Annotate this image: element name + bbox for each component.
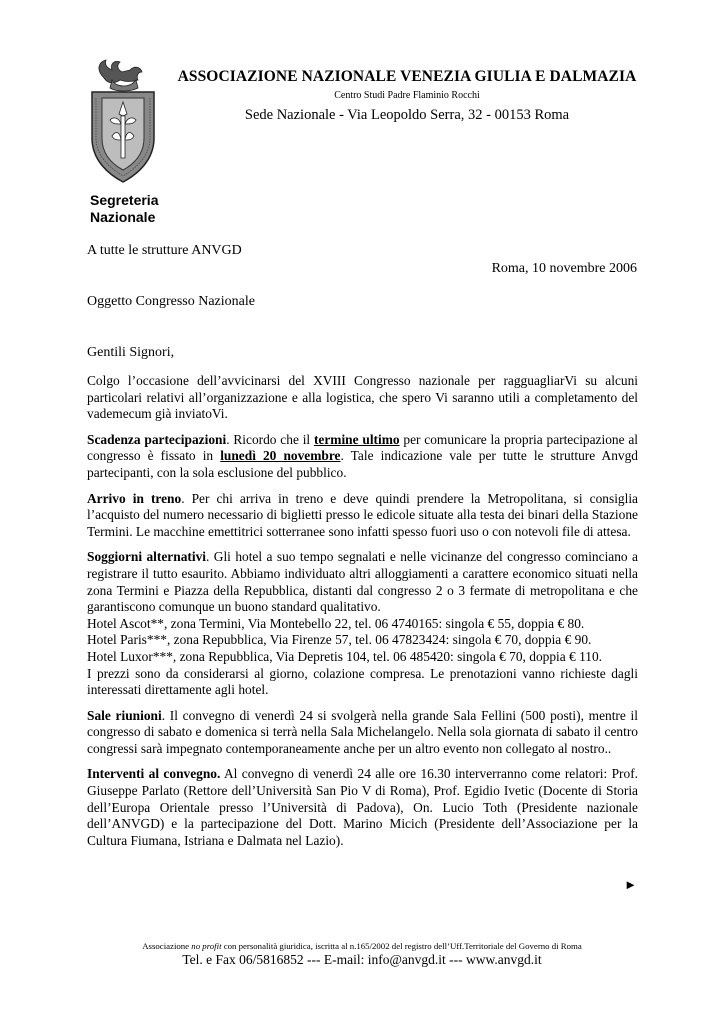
letter-subject: Oggetto Congresso Nazionale — [87, 294, 255, 309]
department-label-line2: Nazionale — [90, 209, 156, 225]
letter-greeting: Gentili Signori, — [87, 345, 175, 360]
scadenza-deadline: lunedì 20 novembre — [220, 448, 341, 464]
interventi-heading: Interventi al convegno. — [87, 766, 221, 782]
interventi-text: Al convegno di venerdì 24 alle ore 16.30 interverranno come relatori: Prof. Giuseppe Parlato (Rettore dell’Università San Pio V di Roma), Prof. Egidio Ivetic (Docente di Storia dell’Europa Orientale presso l’Università di Padova), On. Lucio Toth (Presidente nazionale dell’ANVGD) e la partecipazione del Dott. Marino Micich (Presidente dell’Associazione per la Cultura Fiumana, Istriana e Dalmata nel Lazio). — [87, 766, 639, 848]
hotel-line: Hotel Luxor***, zona Repubblica, Via Depretis 104, tel. 06 485420: singola € 70, doppia € 110. — [87, 648, 603, 664]
soggiorni-text: . Gli hotel a suo tempo segnalati e nelle vicinanze del congresso cominciano a registrare il tutto esaurito. Abbiamo individuato altri alloggiamenti a carattere economico situati nella zona Termini e Piazza della Repubblica, distanti dal congresso 2 o 3 fermate di metropolitana e che garantiscono comunque un buono standard qualitativo. — [87, 549, 638, 615]
soggiorni-paragraph — [87, 549, 638, 615]
footer-note-a: Associazione — [142, 941, 192, 951]
scadenza-text-3: . Tale indicazione vale per tutte le strutture Anvgd partecipanti, con la sola esclusione del pubblico. — [87, 448, 639, 480]
scadenza-paragraph — [87, 432, 638, 482]
organization-address: Sede Nazionale - Via Leopoldo Serra, 32 - 00153 Roma — [244, 107, 570, 123]
interventi-paragraph — [87, 766, 638, 849]
letter-body — [87, 373, 638, 849]
footer-legal-note — [0, 941, 724, 951]
department-label — [90, 192, 210, 226]
sale-text: . Il convegno di venerdì 24 si svolgerà nella grande Sala Fellini (500 posti), mentre il congresso di sabato e domenica si terrà nella Sala Michelangelo. Nella sola giornata di sabato il centro congressi sarà impegnato contemporaneamente anche per un altro evento non collegato al nostro.. — [87, 707, 639, 756]
intro-paragraph: Colgo l’occasione dell’avvicinarsi del XVIII Congresso nazionale per ragguagliarVi su alcuni particolari relativi all’organizzazione e alla logistica, che spero Vi saranno utili a completamento del vademecum già inviatoVi. — [87, 373, 638, 422]
arrivo-paragraph — [87, 491, 638, 541]
hotel-line: Hotel Paris***, zona Repubblica, Via Firenze 57, tel. 06 47823424: singola € 70, doppia € 90. — [87, 632, 592, 648]
footer-note-c: con personalità giuridica, iscritta al n.165/2002 del registro dell’Uff.Territoriale del Governo di Roma — [221, 941, 582, 951]
soggiorni-closing: I prezzi sono da considerarsi al giorno, colazione compresa. Le prenotazioni vanno richieste dagli interessati direttamente agli hotel. — [87, 665, 638, 698]
arrivo-heading: Arrivo in treno — [87, 490, 182, 506]
continue-arrow-icon: ► — [624, 877, 637, 892]
letter-recipient: A tutte le strutture ANVGD — [87, 243, 242, 258]
scadenza-term: termine ultimo — [313, 431, 400, 447]
scadenza-heading: Scadenza partecipazioni — [87, 431, 227, 447]
department-label-line1: Segreteria — [90, 192, 159, 208]
scadenza-text-2: per comunicare la propria partecipazione al congresso è fissato in — [87, 431, 639, 464]
hotel-line: Hotel Ascot**, zona Termini, Via Montebello 22, tel. 06 4740165: singola € 55, doppia € 80. — [87, 615, 585, 631]
organization-name: ASSOCIAZIONE NAZIONALE VENEZIA GIULIA E DALMAZIA — [177, 68, 637, 85]
anvgd-coat-of-arms-icon — [86, 58, 160, 186]
arrivo-text: . Per chi arriva in treno e deve quindi prendere la Metropolitana, si consiglia l’acquisto del numero necessario di biglietti presso le edicole situate alla testa dei binari della Stazione Termini. Le macchine emettitrici sotterranee sono infatti spesso fuori uso o con notevoli file di attesa. — [87, 490, 638, 539]
organization-subtitle: Centro Studi Padre Flaminio Rocchi — [334, 90, 480, 101]
soggiorni-heading: Soggiorni alternativi — [87, 549, 206, 565]
sale-heading: Sale riunioni — [87, 707, 162, 723]
footer-note-b: no profit — [191, 941, 222, 951]
footer-contact-line: Tel. e Fax 06/5816852 --- E-mail: info@anvgd.it --- www.anvgd.it — [182, 952, 542, 967]
sale-paragraph — [87, 708, 638, 758]
scadenza-text-1: . Ricordo che il — [226, 431, 314, 447]
letter-date: Roma, 10 novembre 2006 — [491, 261, 637, 276]
